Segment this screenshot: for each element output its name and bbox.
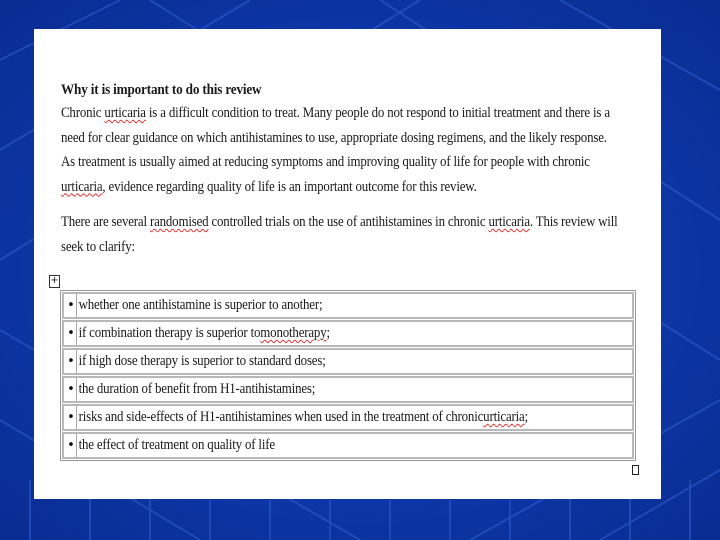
paragraph-line xyxy=(61,150,590,175)
spellcheck-flagged-word: urticaria xyxy=(488,214,530,230)
paragraph-trials xyxy=(61,210,636,259)
paragraph-line xyxy=(61,210,618,235)
spellcheck-flagged-word: randomised xyxy=(149,214,209,230)
text-run: whether one antihistamine is superior to another; xyxy=(78,297,323,313)
bullet-icon: • xyxy=(67,326,75,341)
spellcheck-flagged-word: urticaria xyxy=(61,178,103,195)
spellcheck-flagged-word: urticaria xyxy=(483,409,525,425)
bullet-row[interactable] xyxy=(62,376,634,403)
bullet-table xyxy=(60,290,636,461)
paragraph-line xyxy=(61,101,610,126)
bullet-text xyxy=(76,406,528,429)
section-heading: Why it is important to do this review xyxy=(61,82,262,98)
paragraph-line xyxy=(61,126,607,151)
spellcheck-flagged-word: monotherapy xyxy=(260,325,327,341)
bullet-text xyxy=(76,294,322,317)
text-run: the effect of treatment on quality of life xyxy=(78,437,275,453)
text-run: controlled trials on the use of antihistamines in chronic xyxy=(208,214,489,230)
bullet-row[interactable] xyxy=(62,320,634,347)
bullet-icon: • xyxy=(67,354,75,369)
text-run: risks and side-effects of H1-antihistamines when used in the treatment of chronic xyxy=(78,409,484,425)
document-slide xyxy=(34,29,661,499)
document-content xyxy=(61,79,636,259)
spellcheck-flagged-word: urticaria xyxy=(104,105,146,121)
bullet-row[interactable] xyxy=(62,432,634,459)
end-of-cell-mark-icon xyxy=(632,465,639,475)
text-run: . This review will xyxy=(529,214,618,230)
paragraph-intro xyxy=(61,101,636,199)
text-run: if combination therapy is superior to xyxy=(78,325,261,341)
bullet-row[interactable] xyxy=(62,348,634,375)
bullet-text xyxy=(76,378,315,401)
bullet-text xyxy=(76,434,275,457)
bullet-text xyxy=(76,350,326,373)
bullet-icon: • xyxy=(67,382,75,397)
bullet-row[interactable] xyxy=(62,292,634,319)
text-run: As treatment is usually aimed at reducing symptoms and improving quality of life for people with chronic xyxy=(61,154,590,170)
text-run: if high dose therapy is superior to standard doses; xyxy=(78,353,326,369)
text-run: There are several xyxy=(61,214,150,230)
text-run: , evidence regarding quality of life is an important outcome for this review. xyxy=(102,178,477,195)
text-run: Chronic xyxy=(61,105,105,121)
paragraph-gap xyxy=(61,199,636,210)
bullet-icon: • xyxy=(67,298,75,313)
paragraph-line xyxy=(61,235,556,260)
text-run: the duration of benefit from H1-antihistamines; xyxy=(78,381,316,397)
text-run: seek to clarify: xyxy=(61,238,135,255)
bullet-row[interactable] xyxy=(62,404,634,431)
text-run: ; xyxy=(326,325,330,341)
table-move-handle-icon[interactable]: + xyxy=(50,275,59,286)
bullet-icon: • xyxy=(67,438,75,453)
paragraph-line xyxy=(61,175,556,200)
bullet-icon: • xyxy=(67,410,75,425)
bullet-text xyxy=(76,322,330,345)
text-run: need for clear guidance on which antihistamines to use, appropriate dosing regimens, and the likely response. xyxy=(61,129,607,146)
text-run: ; xyxy=(524,409,529,425)
text-run: is a difficult condition to treat. Many people do not respond to initial treatment and there is a xyxy=(145,105,610,121)
